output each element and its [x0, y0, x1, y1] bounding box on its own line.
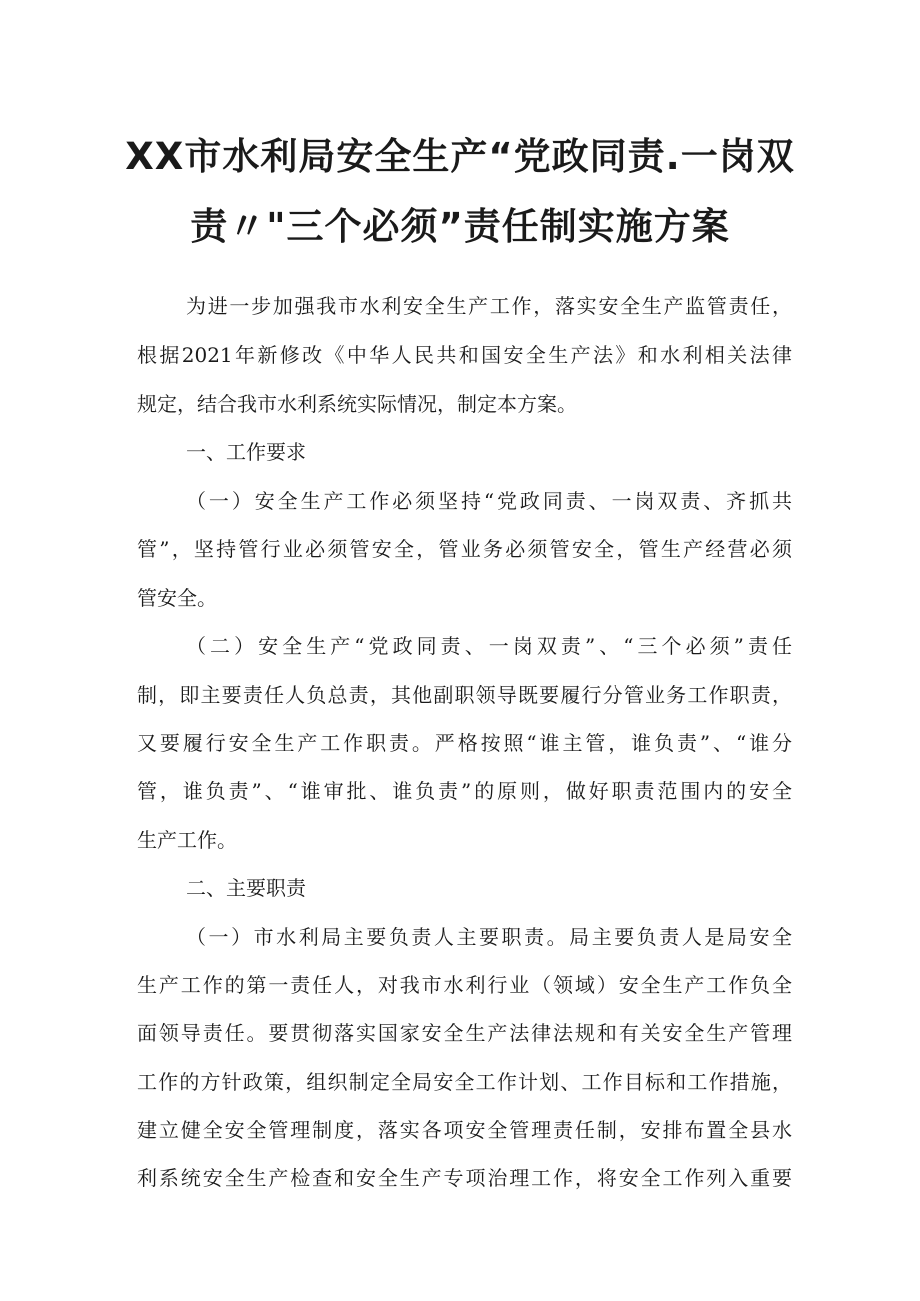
body-line: 管安全。 — [137, 586, 217, 610]
body-line: 工作的方针政策，组织制定全局安全工作计划、工作目标和工作措施， — [137, 1070, 792, 1094]
body-line: （一）市水利局主要负责人主要职责。局主要负责人是局安全 — [186, 925, 792, 949]
body-line: 建立健全安全管理制度，落实各项安全管理责任制，安排布置全县水 — [137, 1118, 792, 1142]
body-line: 为进一步加强我市水利安全生产工作，落实安全生产监管责任， — [186, 294, 792, 318]
body-line: 利系统安全生产检查和安全生产专项治理工作，将安全工作列入重要 — [137, 1166, 792, 1190]
body-line: 根据2021年新修改《中华人民共和国安全生产法》和水利相关法律 — [137, 343, 792, 367]
body-line: 面领导责任。要贯彻落实国家安全生产法律法规和有关安全生产管理 — [137, 1021, 792, 1045]
body-line: （二）安全生产“党政同责、一岗双责”、“三个必须”责任 — [186, 634, 792, 658]
body-line: 又要履行安全生产工作职责。严格按照“谁主管，谁负责”、“谁分 — [137, 731, 792, 755]
body-line: （一）安全生产工作必须坚持“党政同责、一岗双责、齐抓共 — [186, 489, 792, 513]
body-line: 生产工作。 — [137, 828, 237, 852]
body-line: 管，谁负责”、“谁审批、谁负责”的原则，做好职责范围内的安全 — [137, 779, 792, 803]
body-line: 管”，坚持管行业必须管安全，管业务必须管安全，管生产经营必须 — [137, 537, 792, 561]
document-title-line-1: XX市水利局安全生产“党政同责.一岗双 — [125, 135, 795, 178]
section-heading: 二、主要职责 — [186, 876, 306, 900]
body-line: 制，即主要责任人负总责，其他副职领导既要履行分管业务工作职责， — [137, 683, 792, 707]
section-heading: 一、工作要求 — [186, 440, 306, 464]
body-line: 生产工作的第一责任人，对我市水利行业（领域）安全生产工作负全 — [137, 973, 792, 997]
document-title-line-2: 责〃"三个必须”责任制实施方案 — [190, 205, 730, 248]
body-line: 规定，结合我市水利系统实际情况，制定本方案。 — [137, 392, 577, 416]
